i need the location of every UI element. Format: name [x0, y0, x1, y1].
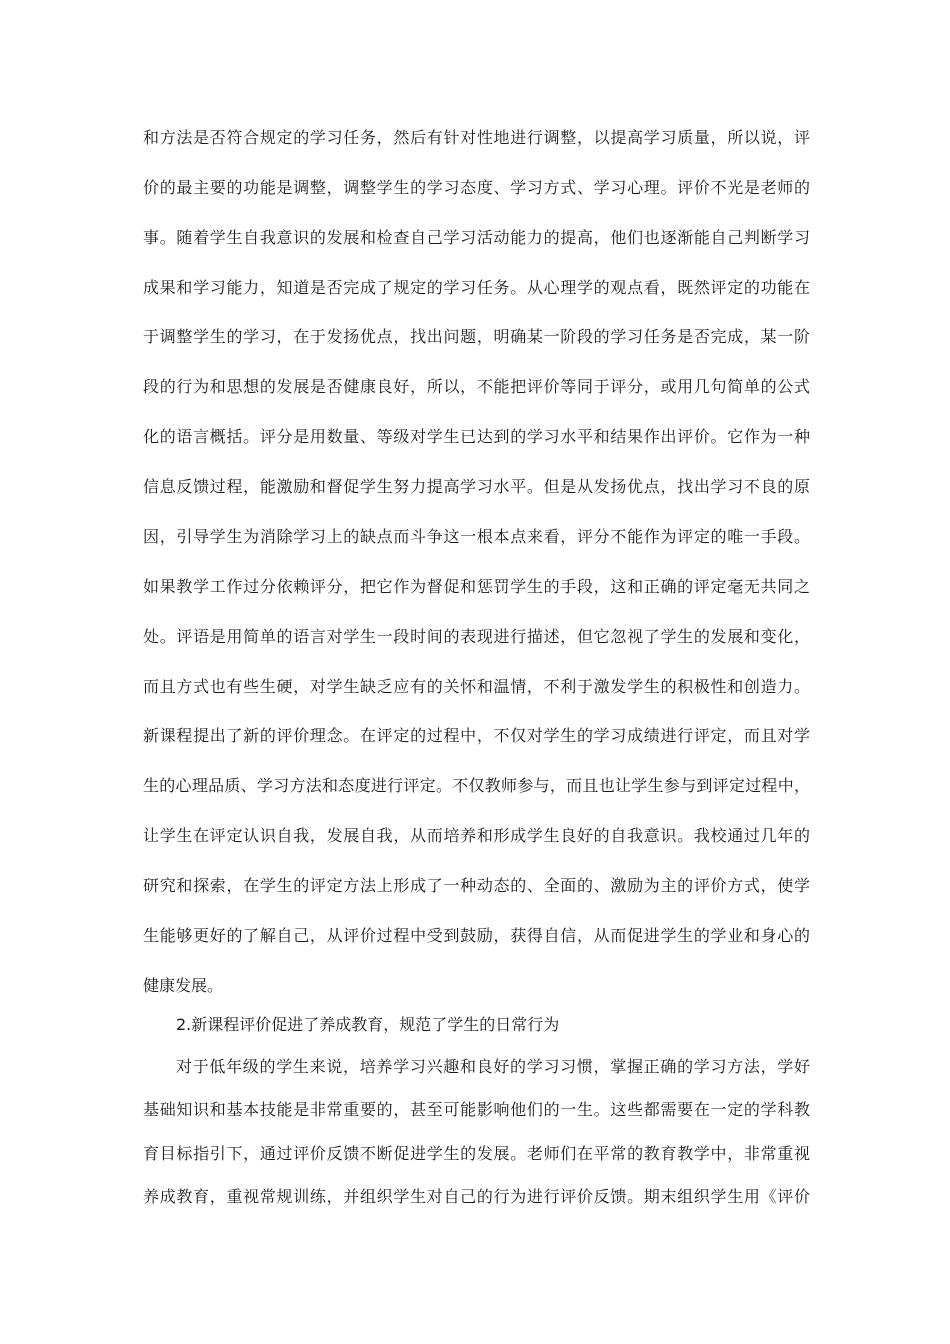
body-text-line: 处。评语是用简单的语言对学生一段时间的表现进行描述，但它忽视了学生的发展和变化，	[143, 627, 810, 646]
body-text-line: 生能够更好的了解自己，从评价过程中受到鼓励，获得自信，从而促进学生的学业和身心的	[143, 926, 810, 945]
body-text-line: 信息反馈过程，能激励和督促学生努力提高学习水平。但是从发扬优点，找出学习不良的原	[143, 477, 810, 496]
body-text-line: 如果教学工作过分依赖评分，把它作为督促和惩罚学生的手段，这和正确的评定毫无共同之	[143, 577, 810, 596]
body-text-line: 化的语言概括。评分是用数量、等级对学生已达到的学习水平和结果作出评价。它作为一种	[143, 427, 810, 446]
body-text-line: 养成教育，重视常规训练，并组织学生对自己的行为进行评价反馈。期末组织学生用《评价	[143, 1187, 810, 1206]
body-text-line: 新课程提出了新的评价理念。在评定的过程中，不仅对学生的学习成绩进行评定，而且对学	[143, 726, 810, 745]
body-text-line: 育目标指引下，通过评价反馈不断促进学生的发展。老师们在平常的教育教学中，非常重视	[143, 1144, 810, 1163]
body-text-line: 成果和学习能力，知道是否完成了规定的学习任务。从心理学的观点看，既然评定的功能在	[143, 278, 810, 297]
body-text-line: 因，引导学生为消除学习上的缺点而斗争这一根本点来看，评分不能作为评定的唯一手段。	[143, 527, 810, 546]
body-text-line: 价的最主要的功能是调整，调整学生的学习态度、学习方式、学习心理。评价不光是老师的	[143, 178, 810, 197]
body-text-line: 对于低年级的学生来说，培养学习兴趣和良好的学习习惯，掌握正确的学习方法，学好	[176, 1057, 810, 1076]
body-text-line: 事。随着学生自我意识的发展和检查自己学习活动能力的提高，他们也逐渐能自己判断学习	[143, 228, 810, 247]
body-text-line: 基础知识和基本技能是非常重要的，甚至可能影响他们的一生。这些都需要在一定的学科教	[143, 1100, 810, 1119]
body-text-line: 健康发展。	[143, 976, 224, 995]
body-text-line: 段的行为和思想的发展是否健康良好，所以，不能把评价等同于评分，或用几句简单的公式	[143, 377, 810, 396]
body-text-line: 而且方式也有些生硬，对学生缺乏应有的关怀和温情，不利于激发学生的积极性和创造力。	[143, 677, 810, 696]
body-text-line: 研究和探索，在学生的评定方法上形成了一种动态的、全面的、激励为主的评价方式，使学	[143, 876, 810, 895]
body-text-line: 于调整学生的学习，在于发扬优点，找出问题，明确某一阶段的学习任务是否完成，某一阶	[143, 327, 810, 346]
body-text-line: 和方法是否符合规定的学习任务，然后有针对性地进行调整，以提高学习质量，所以说，评	[143, 128, 810, 147]
body-text-line: 让学生在评定认识自我，发展自我，从而培养和形成学生良好的自我意识。我校通过几年的	[143, 826, 810, 845]
section-heading: 2.新课程评价促进了养成教育，规范了学生的日常行为	[176, 1015, 560, 1034]
body-text-line: 生的心理品质、学习方法和态度进行评定。不仅教师参与，而且也让学生参与到评定过程中，	[143, 776, 810, 795]
